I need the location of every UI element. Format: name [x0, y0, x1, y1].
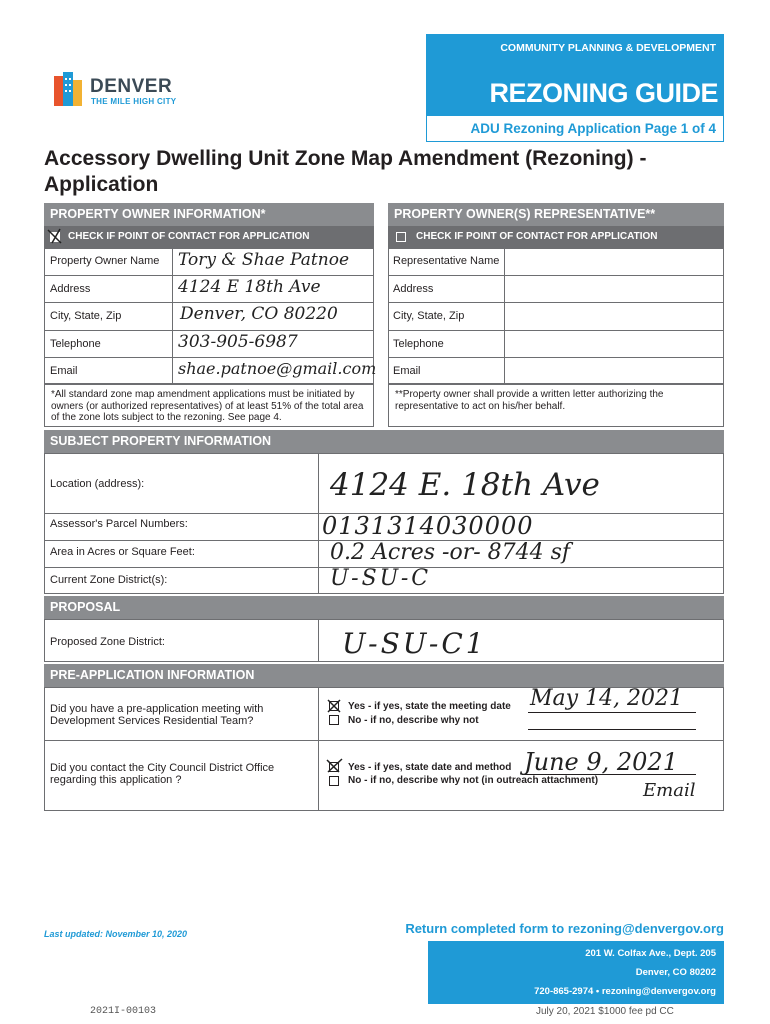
footer-contact: 720-865-2974 • rezoning@denvergov.org	[534, 986, 716, 997]
rep-phone-label: Telephone	[393, 338, 444, 350]
area-label: Area in Acres or Square Feet:	[50, 546, 195, 558]
row-line	[388, 302, 724, 303]
rep-email-label: Email	[393, 365, 421, 377]
q1-answer[interactable]: May 14, 2021	[530, 686, 684, 711]
document-title-line1: Accessory Dwelling Unit Zone Map Amendment (Rezoning) -	[44, 147, 647, 170]
owner-email-value[interactable]: shae.patnoe@gmail.com	[178, 359, 377, 378]
owner-city-value[interactable]: Denver, CO 80220	[180, 304, 338, 324]
area-value[interactable]: 0.2 Acres -or- 8744 sf	[330, 540, 571, 565]
rep-note: **Property owner shall provide a written letter authorizing the representative to act on his/her behalf.	[388, 384, 724, 427]
document-title-line2: Application	[44, 173, 159, 196]
subject-divider	[318, 453, 319, 594]
row-line	[388, 357, 724, 358]
proposed-zone-value[interactable]: U-SU-C1	[342, 627, 487, 660]
q2-no-label: No - if no, describe why not (in outreach attachment)	[348, 775, 599, 786]
q2-yes-label: Yes - if yes, state date and method	[348, 762, 512, 773]
rep-contact-checkbox[interactable]	[396, 232, 406, 242]
row-line	[44, 302, 374, 303]
denver-logo-icon	[54, 72, 82, 106]
owner-contact-label: CHECK IF POINT OF CONTACT FOR APPLICATION	[68, 231, 310, 242]
page-subtitle: ADU Rezoning Application Page 1 of 4	[470, 121, 716, 136]
q2-no-checkbox[interactable]	[329, 776, 339, 786]
owner-name-label: Property Owner Name	[50, 255, 160, 267]
rep-contact-label: CHECK IF POINT OF CONTACT FOR APPLICATION	[416, 231, 658, 242]
document-title	[44, 146, 724, 198]
rep-contact-row	[388, 226, 724, 248]
q2-answer[interactable]: June 9, 2021	[524, 748, 678, 776]
answer-line	[528, 712, 696, 713]
logo-wordmark: DENVER	[90, 76, 173, 97]
footer-address2: Denver, CO 80202	[635, 967, 716, 978]
parcel-value[interactable]: 0131314030000	[322, 512, 534, 540]
answer-line	[528, 729, 696, 730]
owner-note: *All standard zone map amendment applications must be initiated by owners (or authorized representatives) of at least 51% of the total area of the zone lots subject to the rezoning. See page 4.	[44, 384, 374, 427]
proposal-section-header: PROPOSAL	[44, 596, 724, 619]
owner-address-value[interactable]: 4124 E 18th Ave	[178, 277, 321, 297]
guide-title: REZONING GUIDE	[489, 78, 718, 108]
zone-label: Current Zone District(s):	[50, 574, 168, 586]
subject-section-header: SUBJECT PROPERTY INFORMATION	[44, 430, 724, 453]
owner-divider	[172, 248, 173, 384]
last-updated: Last updated: November 10, 2020	[44, 929, 188, 939]
check-mark-icon	[46, 227, 64, 245]
rep-address-label: Address	[393, 283, 434, 295]
owner-contact-row	[44, 226, 374, 248]
owner-phone-value[interactable]: 303-905-6987	[178, 332, 298, 352]
row-line	[44, 357, 374, 358]
preapp-q2-label: Did you contact the City Council District Office regarding this application ?	[50, 762, 275, 786]
case-stamp: 2021I-00103	[90, 1006, 157, 1017]
logo-tagline: THE MILE HIGH CITY	[91, 97, 177, 106]
owner-name-value[interactable]: Tory & Shae Patnoe	[178, 250, 350, 270]
rep-name-label: Representative Name	[393, 255, 500, 267]
q1-yes-label: Yes - if yes, state the meeting date	[348, 701, 511, 712]
rep-divider	[504, 248, 505, 384]
preapp-divider	[318, 687, 319, 811]
check-mark-icon	[325, 697, 343, 715]
owner-city-label: City, State, Zip	[50, 310, 122, 322]
parcel-label: Assessor's Parcel Numbers:	[50, 518, 188, 530]
location-value[interactable]: 4124 E. 18th Ave	[330, 467, 600, 503]
row-line	[388, 330, 724, 331]
row-line	[44, 275, 374, 276]
owner-section-header: PROPERTY OWNER INFORMATION*	[44, 203, 374, 226]
row-line	[44, 330, 374, 331]
return-instructions[interactable]: Return completed form to rezoning@denvergov.org	[405, 921, 724, 936]
preapp-section-header: PRE-APPLICATION INFORMATION	[44, 664, 724, 687]
preapp-q1-label: Did you have a pre-application meeting with Development Services Residential Team?	[50, 703, 264, 727]
owner-phone-label: Telephone	[50, 338, 101, 350]
q1-no-label: No - if no, describe why not	[348, 715, 479, 726]
q1-no-checkbox[interactable]	[329, 715, 339, 725]
row-line	[388, 275, 724, 276]
rep-section-header: PROPERTY OWNER(S) REPRESENTATIVE**	[388, 203, 724, 226]
rep-city-label: City, State, Zip	[393, 310, 465, 322]
row-line	[44, 740, 724, 741]
proposal-divider	[318, 619, 319, 662]
footer-address1: 201 W. Colfax Ave., Dept. 205	[585, 948, 716, 959]
q2-method[interactable]: Email	[643, 780, 696, 801]
location-label: Location (address):	[50, 478, 145, 490]
fee-stamp: July 20, 2021 $1000 fee pd CC	[536, 1006, 674, 1017]
owner-email-label: Email	[50, 365, 78, 377]
proposed-zone-label: Proposed Zone District:	[50, 636, 165, 648]
owner-address-label: Address	[50, 283, 91, 295]
zone-value[interactable]: U-SU-C	[330, 566, 432, 591]
check-mark-icon	[324, 757, 344, 775]
department-label: COMMUNITY PLANNING & DEVELOPMENT	[500, 42, 716, 54]
